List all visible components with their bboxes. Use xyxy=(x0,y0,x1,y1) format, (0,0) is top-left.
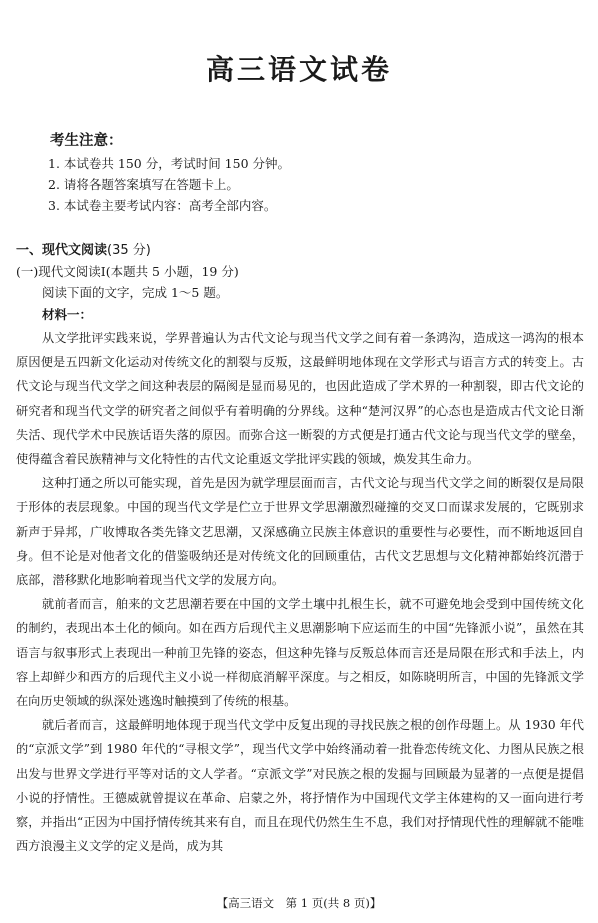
notice-box xyxy=(32,130,572,216)
article-paragraph: 这种打通之所以可能实现，首先是因为就学理层面而言，古代文论与现当代文学之间的断裂仅是局限于形体的表层现象。中国的现当代文学是伫立于世界文学思潮激烈碰撞的交叉口而谋求发展的，它既别求新声于异邦，广收博取各类先锋文艺思潮，又深感确立民族主体意识的重要性与必要性，而不断地返回自身。但不论是对他者文化的借鉴吸纳还是对传统文化的回顾重估，古代文艺思想与文化精神都始终沉潜于底部，潜移默化地影响着现当代文学的发展方向。 xyxy=(16,476,584,588)
notice-heading: 考生注意： xyxy=(50,133,123,149)
article-paragraph: 就前者而言，舶来的文艺思潮若要在中国的文学土壤中扎根生长，就不可避免地会受到中国传统文化的制约，表现出本土化的倾向。如在西方后现代主义思潮影响下应运而生的中国“先锋派小说”，虽然在其语言与叙事形式上表现出一种前卫先锋的姿态，但这种先锋与反叛总体而言还是局限在形式和手法上，内容上却鲜少和西方的后现代主义小说一样彻底消解平深度。与之相反，如陈晓明所言，中国的先锋派文学在向历史领域的纵深处逃逸时触摸到了传统的根基。 xyxy=(16,597,584,709)
material-label: 材料一： xyxy=(42,307,93,322)
section-score: (35 分) xyxy=(107,243,151,258)
reading-instruction: 阅读下面的文字，完成 1～5 题。 xyxy=(42,285,229,300)
article-paragraph: 就后者而言，这最鲜明地体现于现当代文学中反复出现的寻找民族之根的创作母题上。从 1930 年代的“京派文学”到 1980 年代的“寻根文学”，现当代文学中始终涌动着一批眷恋传统文化、力图从民族之根出发与世界文学进行平等对话的文人学者。“京派文学”对民族之根的发掘与回顾最为显著的一点便是提倡小说的抒情性。王德威就曾提议在革命、启蒙之外，将抒情作为中国现代文学主体建构的又一面向进行考察，并指出“正因为中国抒情传统其来有自，而且在现代仍然生生不息，我们对抒情现代性的理解就不能唯西方浪漫主义文学的定义是尚，成为其 xyxy=(16,718,584,854)
notice-item: 3. 本试卷主要考试内容：高考全部内容。 xyxy=(48,198,277,213)
section-heading-text: 一、现代文阅读 xyxy=(16,243,108,258)
article-paragraph: 从文学批评实践来说，学界普遍认为古代文论与现当代文学之间有着一条鸿沟，造成这一鸿沟的根本原因便是五四新文化运动对传统文化的割裂与反叛，这最鲜明地体现在文学形式与语言方式的转变上。古代文论与现当代文学之间这种表层的隔阂是显而易见的，也因此造成了学术界的一种割裂，即古代文论的研究者和现当代文学的研究者之间似乎有着明确的分界线。这种“楚河汉界”的心态也是造成古代文论日渐失活、现代学术中民族话语失落的原因。而弥合这一断裂的方式便是打通古代文论与现当代文学的壁垒，使得蕴含着民族精神与文化特性的古代文论重返文学批评实践的领域，焕发其生命力。 xyxy=(16,331,584,467)
sub-section-heading: (一)现代文阅读Ⅰ(本题共 5 小题，19 分) xyxy=(16,264,239,279)
page-footer: 【高三语文 第 1 页(共 8 页)】 xyxy=(216,896,382,910)
notice-item: 1. 本试卷共 150 分，考试时间 150 分钟。 xyxy=(48,156,291,171)
reading-section xyxy=(16,240,584,858)
page-title: 高三语文试卷 xyxy=(205,53,392,86)
notice-list xyxy=(32,153,572,216)
section-heading xyxy=(16,240,584,261)
notice-item: 2. 请将各题答案填写在答题卡上。 xyxy=(48,177,239,192)
